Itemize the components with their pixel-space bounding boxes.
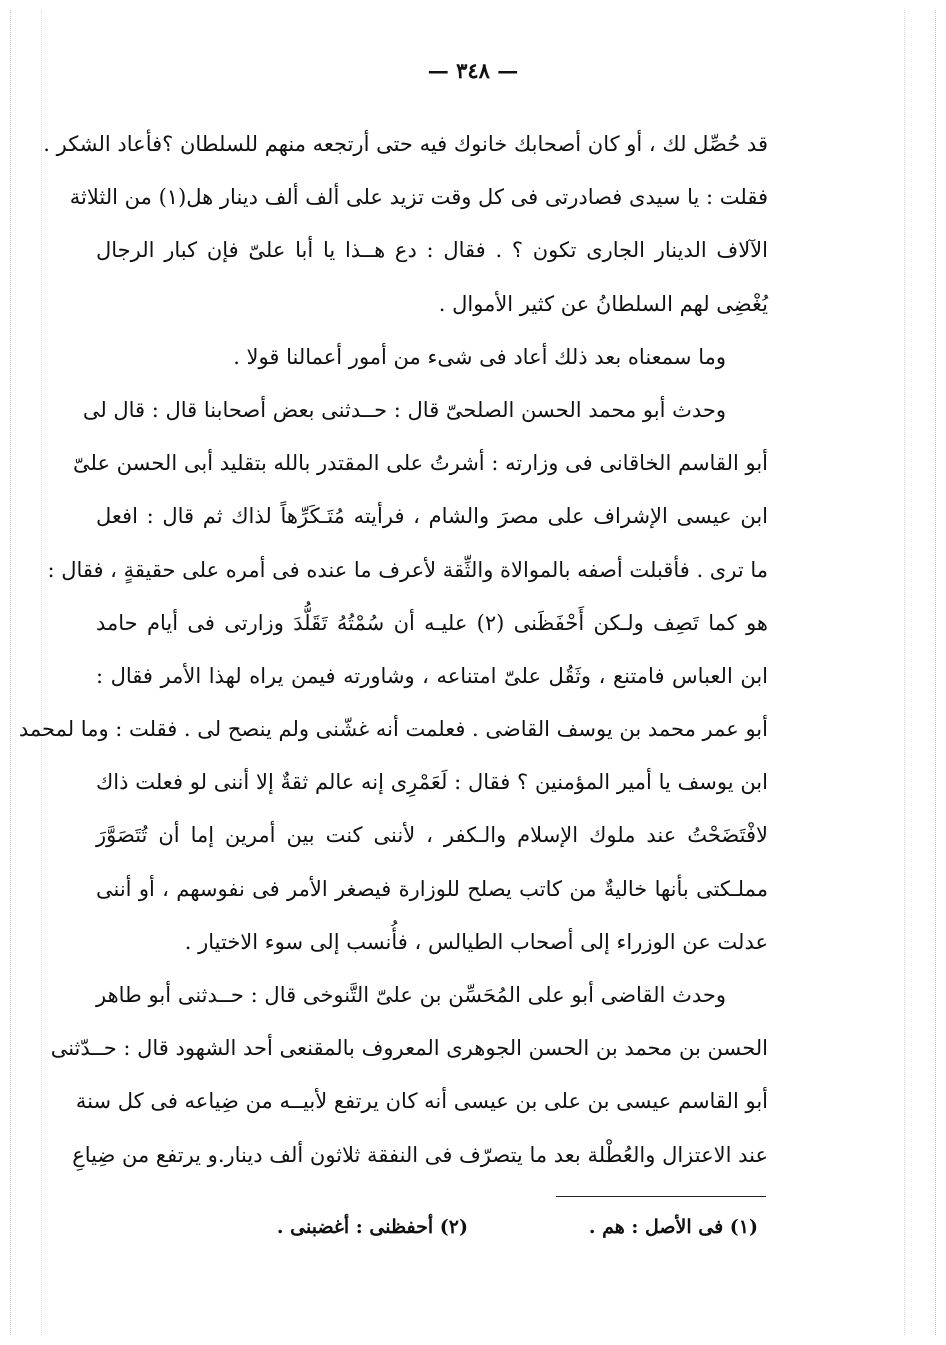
text-line: ابن العباس فامتنع ، وثَقُل علىّ امتناعه ، وشاورته فيمن يراه لهذا الأمر فقال : — [96, 663, 768, 688]
footnote-1: (١) فى الأصل : هم . — [588, 1216, 758, 1238]
footnote-2: (٢) أحفظنى : أغضبنى . — [276, 1216, 468, 1238]
text-line: قد حُصِّل لك ، أو كان أصحابك خانوك فيه حتى أرتجعه منهم للسلطان ؟فأعاد الشكر . — [43, 132, 768, 156]
text-line: هو كما تَصِف ولـكن أَحْفَظَنى (٢) عليـه أن سُمْتُهُ تَقَلُّدَ وزارتى فى أيام حامد — [96, 610, 768, 635]
text-line: وحدث أبو محمد الحسن الصلحىّ قال : حــدثنى بعض أصحابنا قال : قال لى — [82, 397, 726, 422]
text-line: أبو القاسم الخاقانى فى وزارته : أشرتُ على المقتدر بالله بتقليد أبى الحسن علىّ — [73, 451, 768, 476]
text-line: عند الاعتزال والعُطْلة بعد ما يتصرّف فى النفقة ثلاثون ألف دينار.و يرتفع من ضِياعِ — [72, 1142, 768, 1167]
text-line: يُغْضِى لهم السلطانُ عن كثير الأموال . — [438, 291, 768, 316]
text-line: ما ترى . فأقبلت أصفه بالموالاة والثِّقة لأعرف ما عنده فى أمره على حقيقةٍ ، فقال : — [47, 557, 768, 582]
footnote-separator — [556, 1196, 766, 1197]
text-line: أبو القاسم عيسى بن على بن عيسى أنه كان يرتفع لأبيــه من ضِياعه فى كل سنة — [75, 1089, 768, 1114]
footnotes — [96, 1212, 768, 1242]
text-line: الحسن بن محمد بن الحسن الجوهرى المعروف بالمقنعى أحد الشهود قال : حــدّثنى — [50, 1036, 768, 1061]
text-line: ابن يوسف يا أمير المؤمنين ؟ فقال : لَعَمْرِى إنه عالم ثقةٌ إلا أننى لو فعلت ذاك — [96, 770, 768, 795]
scan-margin-left — [10, 10, 42, 1335]
text-line: الآلاف الدينار الجارى تكون ؟ . فقال : دع هــذا يا أبا علىّ فإن كبار الرجال — [96, 238, 768, 263]
text-line: فقلت : يا سيدى فصادرتى فى كل وقت تزيد على ألف ألف دينار هل(١) من الثلاثة — [69, 185, 768, 210]
text-line: أبو عمر محمد بن يوسف القاضى . فعلمت أنه غشّنى ولم ينصح لى . فقلت : وما لمحمد — [18, 717, 768, 742]
text-line: لافْتَضَحْتُ عند ملوك الإسلام والـكفر ، لأننى كنت بين أمرين إما أن تُتَصَوَّرَ — [96, 823, 768, 848]
text-line: عدلت عن الوزراء إلى أصحاب الطيالس ، فأُنسب إلى سوء الاختيار . — [184, 929, 768, 954]
text-line: وحدث القاضى أبو على المُحَسِّن بن علىّ التَّنوخى قال : حــدثنى أبو طاهر — [96, 983, 726, 1007]
text-line: ابن عيسى الإشراف على مصرَ والشام ، فرأيته مُتَـكَرِّهاً لذاك ثم قال : افعل — [96, 504, 768, 529]
text-line: مملـكتى بأنها خاليةٌ من كاتب يصلح للوزارة فيصغر الأمر فى نفوسهم ، أو أننى — [96, 876, 768, 901]
page-number: — ٣٤٨ — — [427, 58, 519, 83]
scan-margin-right — [904, 10, 936, 1335]
main-text — [18, 118, 768, 1182]
text-line: وما سمعناه بعد ذلك أعاد فى شىء من أمور أعمالنا قولا . — [233, 344, 726, 369]
